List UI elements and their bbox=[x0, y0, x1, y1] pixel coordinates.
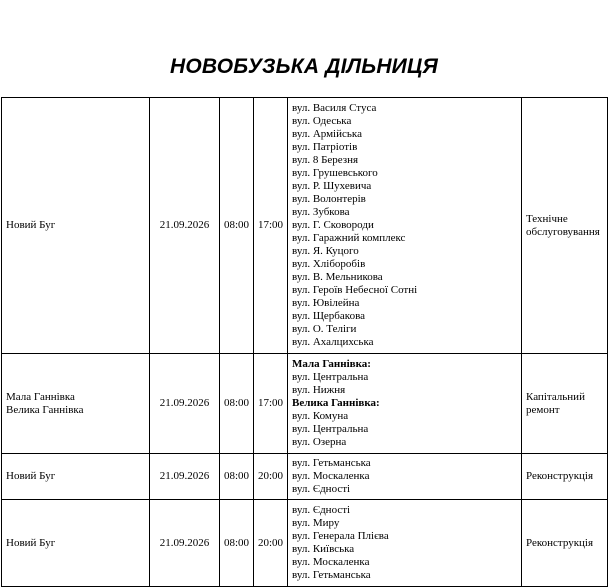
street-name: вул. Щербакова bbox=[292, 310, 365, 322]
start-time: 08:00 bbox=[224, 536, 250, 549]
street-name: вул. Москаленка bbox=[292, 470, 370, 482]
streets-cell bbox=[288, 98, 522, 354]
street-name: вул. Волонтерів bbox=[292, 193, 366, 205]
street-name: вул. Центральна bbox=[292, 423, 369, 435]
work-type: Реконструкція bbox=[526, 470, 594, 482]
date-cell bbox=[150, 354, 220, 454]
settlement-name: Велика Ганнівка bbox=[6, 403, 84, 416]
start-time-cell bbox=[220, 500, 254, 587]
settlement-name: Новий Буг bbox=[6, 219, 56, 231]
outage-schedule-table bbox=[1, 97, 608, 587]
end-time: 17:00 bbox=[258, 219, 284, 231]
settlement-cell bbox=[2, 354, 150, 454]
street-name: вул. Гетьманська bbox=[292, 569, 371, 581]
settlement-name: Новий Буг bbox=[6, 536, 56, 549]
outage-date: 21.09.2026 bbox=[159, 536, 210, 549]
work-type: Капітальний bbox=[526, 390, 585, 403]
settlement-heading: Мала Ганнівка: bbox=[292, 358, 371, 370]
end-time-cell bbox=[254, 354, 288, 454]
street-name: вул. Василя Стуса bbox=[292, 102, 377, 114]
street-name: вул. Гаражний комплекс bbox=[292, 232, 406, 244]
street-name: вул. Героїв Небесної Сотні bbox=[292, 284, 418, 296]
start-time: 08:00 bbox=[224, 397, 250, 409]
street-name: вул. Київська bbox=[292, 543, 355, 555]
street-name: вул. Армійська bbox=[292, 128, 362, 140]
table-row bbox=[2, 454, 608, 500]
street-name: вул. Одеська bbox=[292, 115, 352, 127]
street-name: вул. Нижня bbox=[292, 384, 346, 396]
table-row bbox=[2, 354, 608, 454]
street-name: вул. Москаленка bbox=[292, 556, 370, 568]
street-name: вул. Ювілейна bbox=[292, 297, 360, 309]
street-name: вул. В. Мельникова bbox=[292, 271, 383, 283]
date-cell bbox=[150, 454, 220, 500]
work-type: Технічне bbox=[526, 212, 568, 225]
street-name: вул. Миру bbox=[292, 517, 340, 529]
street-name: вул. Гетьманська bbox=[292, 457, 371, 469]
outage-date: 21.09.2026 bbox=[159, 397, 210, 409]
work-type-cell bbox=[522, 354, 608, 454]
outage-date: 21.09.2026 bbox=[159, 470, 210, 482]
date-cell bbox=[150, 98, 220, 354]
streets-cell bbox=[288, 500, 522, 587]
street-name: вул. Хліборобів bbox=[292, 258, 366, 270]
streets-cell bbox=[288, 454, 522, 500]
end-time-cell bbox=[254, 98, 288, 354]
settlement-heading: Велика Ганнівка: bbox=[292, 397, 380, 409]
table-row bbox=[2, 98, 608, 354]
street-name: вул. Патріотів bbox=[292, 141, 358, 153]
street-name: вул. Я. Куцого bbox=[292, 245, 359, 257]
outage-date: 21.09.2026 bbox=[159, 219, 210, 231]
street-name: вул. Генерала Плієва bbox=[292, 530, 389, 542]
start-time: 08:00 bbox=[224, 219, 250, 231]
street-name: вул. Центральна bbox=[292, 371, 369, 383]
work-type-cell bbox=[522, 500, 608, 587]
street-name: вул. Зубкова bbox=[292, 206, 350, 218]
work-type-cell bbox=[522, 454, 608, 500]
street-name: вул. Р. Шухевича bbox=[292, 180, 372, 192]
streets-cell bbox=[288, 354, 522, 454]
street-name: вул. Озерна bbox=[292, 436, 347, 448]
date-cell bbox=[150, 500, 220, 587]
settlement-name: Мала Ганнівка bbox=[6, 390, 75, 403]
street-name: вул. Єдності bbox=[292, 483, 351, 495]
end-time-cell bbox=[254, 500, 288, 587]
settlement-cell bbox=[2, 98, 150, 354]
start-time-cell bbox=[220, 354, 254, 454]
start-time-cell bbox=[220, 454, 254, 500]
end-time: 20:00 bbox=[258, 470, 284, 482]
street-name: вул. Грушевського bbox=[292, 167, 378, 179]
street-name: вул. Комуна bbox=[292, 410, 349, 422]
street-name: вул. О. Теліги bbox=[292, 323, 357, 335]
end-time: 17:00 bbox=[258, 397, 284, 409]
start-time: 08:00 bbox=[224, 470, 250, 482]
work-type: обслуговування bbox=[526, 225, 600, 238]
work-type: ремонт bbox=[526, 403, 560, 416]
street-name: вул. Єдності bbox=[292, 504, 351, 516]
settlement-cell bbox=[2, 454, 150, 500]
start-time-cell bbox=[220, 98, 254, 354]
page-title: НОВОБУЗЬКА ДІЛЬНИЦЯ bbox=[169, 55, 439, 78]
table-row bbox=[2, 500, 608, 587]
settlement-cell bbox=[2, 500, 150, 587]
street-name: вул. Г. Сковороди bbox=[292, 219, 374, 231]
work-type-cell bbox=[522, 98, 608, 354]
street-name: вул. 8 Березня bbox=[292, 154, 359, 166]
end-time-cell bbox=[254, 454, 288, 500]
street-name: вул. Ахалцихська bbox=[292, 336, 374, 348]
work-type: Реконструкція bbox=[526, 536, 594, 549]
end-time: 20:00 bbox=[258, 536, 284, 549]
settlement-name: Новий Буг bbox=[6, 470, 56, 482]
